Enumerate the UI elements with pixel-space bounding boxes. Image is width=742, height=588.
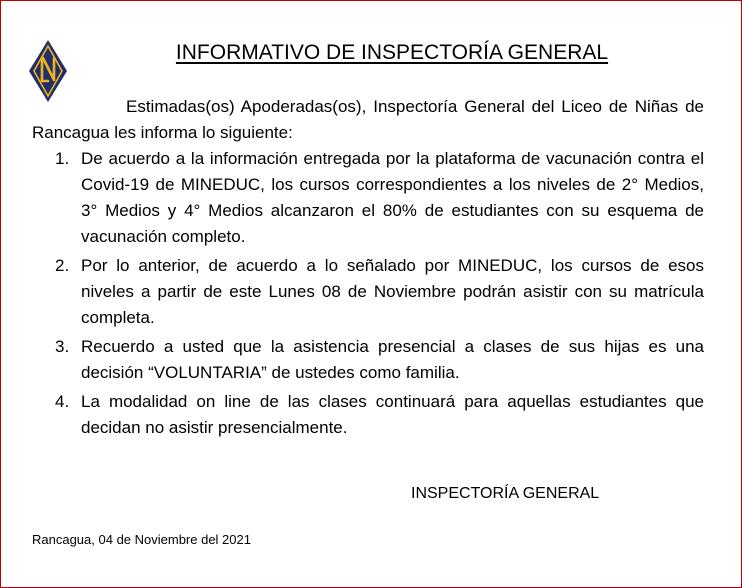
list-item-text: De acuerdo a la información entregada por la plataforma de vacunación contra el Covid-19 de MINEDUC, los cursos correspondientes a los niveles de 2° Medios, 3° Medios y 4° Medios alcanzaron el 80% de estudiantes con su esquema de vacunación completo. (81, 149, 704, 246)
signature: INSPECTORÍA GENERAL (411, 485, 600, 502)
list-item-text: Por lo anterior, de acuerdo a lo señalado por MINEDUC, los cursos de esos niveles a partir de este Lunes 08 de Noviembre podrán asistir con su matrícula completa. (81, 256, 704, 327)
list-item-text: La modalidad on line de las clases continuará para aquellas estudiantes que decidan no asistir presencialmente. (81, 392, 704, 437)
list-item-number: 1. (55, 149, 70, 168)
page-title: INFORMATIVO DE INSPECTORÍA GENERAL (175, 41, 609, 64)
list-item-number: 2. (55, 256, 70, 275)
list-item-number: 4. (55, 392, 70, 411)
list-item (32, 389, 704, 441)
date-line: Rancagua, 04 de Noviembre del 2021 (32, 532, 251, 547)
list-item (32, 146, 704, 250)
list-item-text: Recuerdo a usted que la asistencia presencial a clases de sus hijas es una decisión “VOLUNTARIA” de ustedes como familia. (81, 337, 704, 382)
list-item (32, 253, 704, 331)
intro-paragraph: Estimadas(os) Apoderadas(os), Inspectoría General del Liceo de Niñas de Rancagua les informa lo siguiente: (32, 97, 704, 142)
list-item-number: 3. (55, 337, 70, 356)
notice-list (32, 146, 704, 441)
list-item (32, 334, 704, 386)
notice-body (32, 94, 704, 441)
